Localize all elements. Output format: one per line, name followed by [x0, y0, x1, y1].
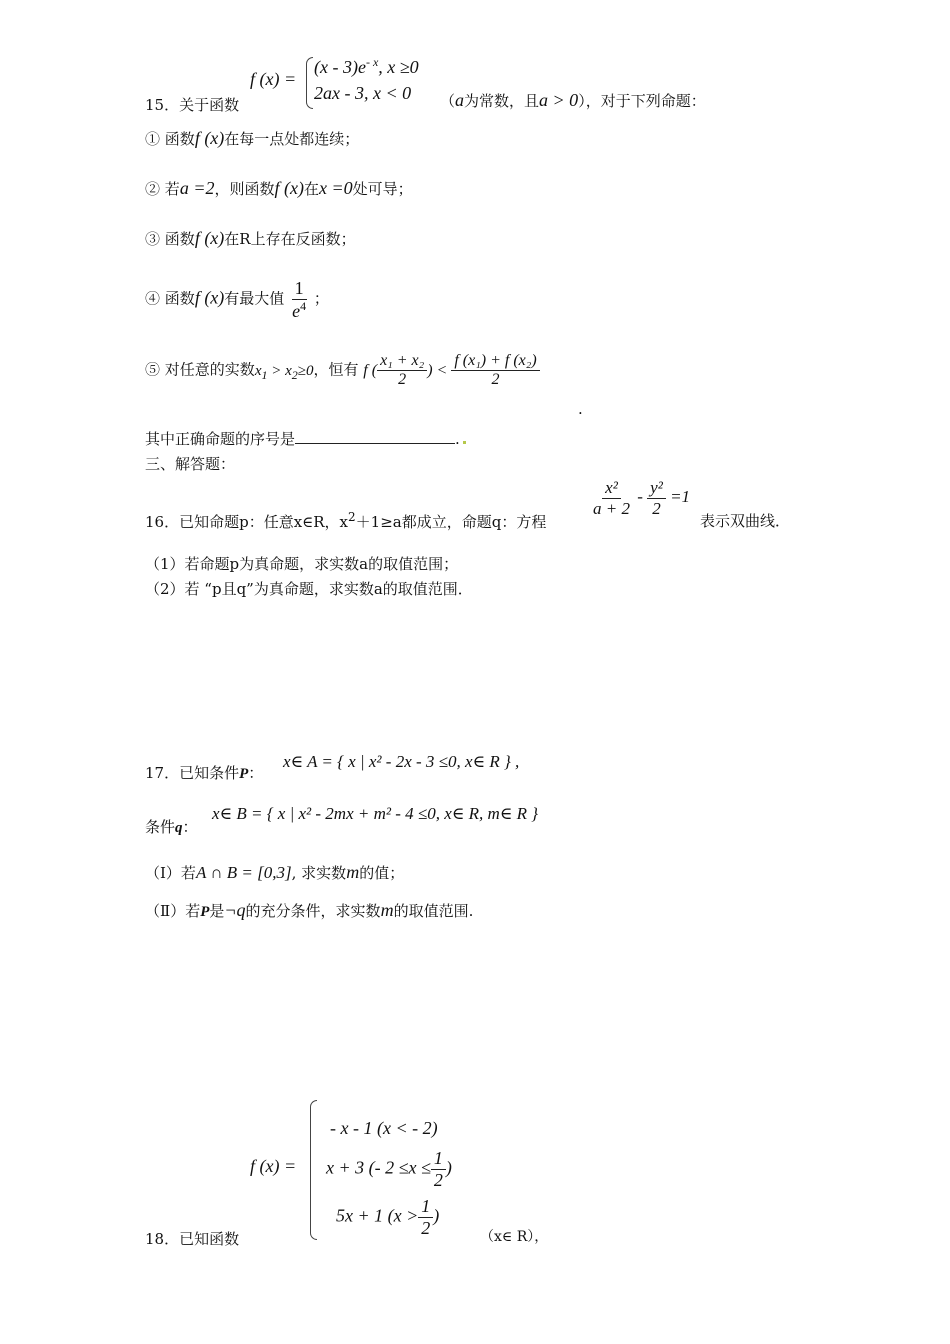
q17-line-1: 17．已知条件P： [145, 764, 264, 782]
q15-item-5: ⑤ 对任意的实数$x_1 > x_2\ge 0$，恒有 f ( $\frac{\text{x₁ + x₂}}{2}$ ) < $\frac{\text{f (x₁) + f (x₂)}}{2}$ [145, 352, 540, 390]
q15-max-fraction: $\frac{1}{e^4}$ [292, 278, 307, 321]
q15-note: （a为常数，且a > 0），对于下列命题： [440, 90, 706, 110]
q17-part-1: （Ⅰ）若A ∩ B = [0,3], 求实数m的值； [145, 862, 405, 882]
q15-number: 15．关于函数 [145, 96, 240, 114]
q16-stem-end: 表示双曲线． [700, 512, 791, 530]
q15-item-2: ② 若a =2，则函数f (x)在x =0处可导； [145, 178, 413, 198]
q15-function-def [250, 55, 450, 115]
q16-equation: $\frac{\text{x²}}{a + 2}$ - $\frac{\text{y²}}{2}$ =1 [593, 478, 691, 518]
q17-set-b: x∈ B = { x | x² - 2mx + m² - 4 ≤0, x∈ R, m∈ R } [212, 804, 539, 823]
q18-fx: f (x) = [250, 1156, 297, 1176]
q18-brace [310, 1100, 317, 1240]
q16-part-2: （2）若 “p且q”为真命题，求实数a的取值范围． [145, 580, 473, 598]
q15-piece2: 2ax - 3, x < 0 [314, 83, 412, 103]
q16-part-1: （1）若命题p为真命题，求实数a的取值范围； [145, 555, 459, 573]
q15-piece1: $(x - 3)e^{- x}$, x ≥0 [314, 55, 419, 77]
section-3-heading: 三、解答题： [145, 455, 236, 473]
answer-blank [295, 429, 455, 444]
q15-item-1: ① 函数f (x)在每一点处都连续； [145, 128, 360, 148]
q18-label: 18．已知函数 [145, 1230, 240, 1248]
q15-item-5-tail: . [578, 400, 583, 418]
q15-answer-line: 其中正确命题的序号是 . [145, 428, 466, 449]
q17-line-2: 条件q： [145, 818, 198, 836]
q17-set-a: x∈ A = { x | x² - 2x - 3 ≤0, x∈ R } , [283, 752, 520, 771]
q18-case-1: - x - 1 (x < - 2) [330, 1118, 438, 1138]
q15-item-3: ③ 函数f (x)在R上存在反函数； [145, 228, 356, 248]
q16-stem: 16．已知命题p：任意x∈R，$x^2+1\ge a$都成立，命题q：方程 [145, 510, 547, 531]
q15-fx: f (x) = [250, 69, 297, 89]
q15-item-4: ④ 函数f (x)有最大值 $\frac{1}{e^4}$ ； [145, 278, 329, 321]
q18-domain: （x∈ R）， [480, 1229, 549, 1245]
q15-brace [306, 57, 313, 109]
marker-dot [463, 441, 466, 444]
q18-case-3: 5x + 1 (x > $\frac{1}{2}$ ) [336, 1196, 440, 1238]
q17-part-2: （Ⅱ）若P是¬q的充分条件，求实数m的取值范围. [145, 900, 474, 920]
q18-case-2: x + 3 (- 2 ≤x ≤ $\frac{1}{2}$ ) [326, 1148, 452, 1190]
